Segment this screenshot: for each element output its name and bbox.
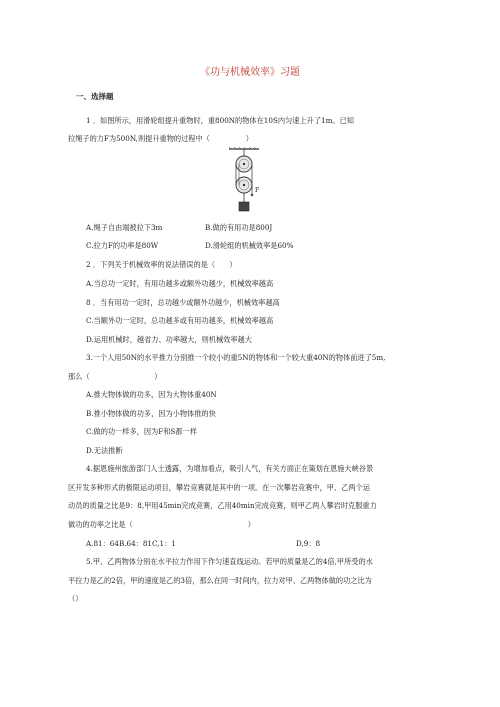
q4-stem-line3: 动员的质量之比是9：8,甲用45min完成竞赛，乙用40min完成竞赛，则甲乙两人攀岩时克服重力 bbox=[68, 501, 377, 510]
q4-options-abc: A.81：64B.64：81C,1：1 bbox=[86, 539, 176, 548]
q4-stem-line4: 做功的功率之比是（ ） bbox=[68, 520, 255, 529]
q1-option-c: C.拉力F的功率是80W bbox=[86, 241, 159, 250]
q5-stem-line3: （） bbox=[68, 594, 83, 603]
q1-option-b: B.做的有用功是800J bbox=[205, 223, 273, 232]
q4-option-d: D,9：8 bbox=[296, 539, 321, 548]
q4-stem-line2: 区开发多种形式的极限运动项目，攀岩竞赛就是其中的一项。在一次攀岩竞赛中，甲、乙两个运 bbox=[68, 483, 370, 492]
q2-option-b: 8 ．当有用功一定时，总功越少或额外功越少，机械效率越高 bbox=[86, 298, 280, 307]
pulley-figure bbox=[225, 147, 271, 217]
q3-stem-line1: 3.一个人用50N的水平推力分别推一个较小的重5N的物体和一个较大重40N的物体前进了5m, bbox=[86, 353, 386, 362]
q2-option-a: A.当总功一定时，有用功越多或额外功越少，机械效率越高 bbox=[86, 279, 274, 288]
q1-option-d: D.滑轮组的机械效率是60% bbox=[205, 241, 294, 250]
q2-stem: 2 ．下列关于机械效率的说法错误的是（ ） bbox=[86, 260, 237, 269]
q1-option-a: A.绳子自由端被拉下3m bbox=[86, 223, 163, 232]
q3-option-b: B.推小物体做的功多，因为小物体推的快 bbox=[86, 409, 216, 418]
q1-stem-line2: 拉绳子的力F为500N,则提升重物的过程中（ ） bbox=[68, 134, 253, 143]
force-label: F bbox=[255, 187, 260, 194]
q3-option-d: D.无法推断 bbox=[86, 446, 123, 455]
section-heading: 一、选择题 bbox=[76, 92, 114, 101]
q4-stem-line1: 4.据恩施州旅游部门人士透露，为增加看点，吸引人气，有关方面正在策划在恩施大峡谷景 bbox=[86, 464, 374, 473]
q2-option-d: D.运用机械时，越省力、功率越大，则机械效率越大 bbox=[86, 335, 252, 344]
page-title: 《功与机械效率》习题 bbox=[200, 67, 300, 78]
q3-stem-line2: 那么（ ） bbox=[68, 372, 162, 381]
q3-option-a: A.推大物体做的功多，因为大物体重40N bbox=[86, 390, 217, 399]
q5-stem-line1: 5.甲、乙两物体分别在水平拉力作用下作匀速直线运动。若甲的质量是乙的4倍,甲所受的水 bbox=[86, 557, 373, 566]
q2-option-c: C.当额外功一定时，总功越多或有用功越多，机械效率越高 bbox=[86, 316, 274, 325]
q1-stem-line1: 1 ．如图所示，用滑轮组提升重物时，重800N的物体在10S内匀速上升了1m。已知 bbox=[86, 116, 354, 125]
q5-stem-line2: 平拉力是乙的2倍，甲的速度是乙的3倍，那么在同一时间内，拉力对甲、乙两物体做的功之比为 bbox=[68, 576, 372, 585]
q3-option-c: C.做的功一样多，因为F和S都一样 bbox=[86, 427, 197, 436]
